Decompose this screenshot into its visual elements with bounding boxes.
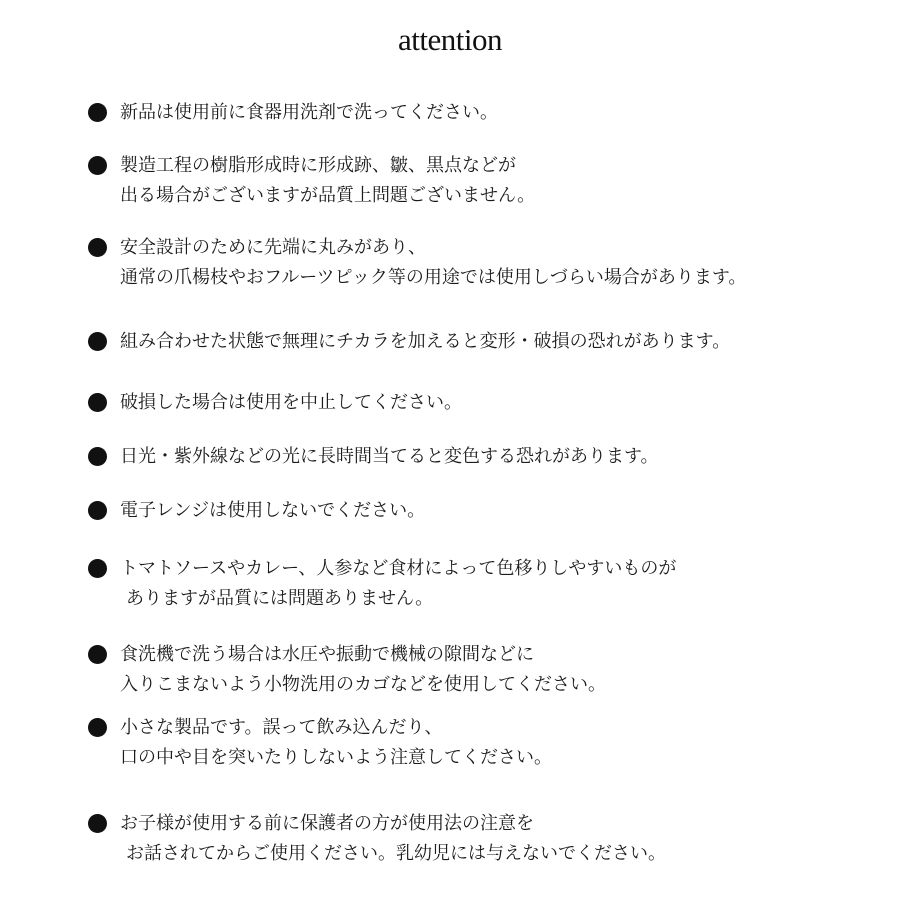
attention-text: 小さな製品です。誤って飲み込んだり、 <box>120 717 443 738</box>
attention-text: 製造工程の樹脂形成時に形成跡、皺、黒点などが <box>120 155 516 176</box>
attention-item-2 <box>88 153 878 211</box>
attention-text: 組み合わせた状態で無理にチカラを加えると変形・破損の恐れがあります。 <box>120 331 731 352</box>
attention-item-5 <box>88 390 878 418</box>
bullet-icon <box>88 447 107 466</box>
attention-item-3 <box>88 235 878 293</box>
attention-item-8 <box>88 556 878 614</box>
attention-text: 日光・紫外線などの光に長時間当てると変色する恐れがあります。 <box>120 446 659 467</box>
bullet-icon <box>88 645 107 664</box>
attention-text: トマトソースやカレー、人参など食材によって色移りしやすいものが <box>120 558 677 579</box>
attention-text: 安全設計のために先端に丸みがあり、 <box>120 237 426 258</box>
bullet-icon <box>88 103 107 122</box>
attention-item-11 <box>88 811 878 869</box>
bullet-icon <box>88 718 107 737</box>
bullet-icon <box>88 559 107 578</box>
attention-text: 破損した場合は使用を中止してください。 <box>120 392 462 413</box>
attention-text: 通常の爪楊枝やおフルーツピック等の用途では使用しづらい場合があります。 <box>120 267 747 288</box>
attention-item-9 <box>88 642 878 700</box>
page-title: attention <box>398 22 502 57</box>
attention-item-6 <box>88 444 878 472</box>
attention-item-7 <box>88 498 878 526</box>
bullet-icon <box>88 156 107 175</box>
attention-text: ありますが品質には問題ありません。 <box>126 588 434 609</box>
bullet-icon <box>88 332 107 351</box>
attention-text: 食洗機で洗う場合は水圧や振動で機械の隙間などに <box>120 644 534 665</box>
bullet-icon <box>88 501 107 520</box>
bullet-icon <box>88 393 107 412</box>
attention-text: 出る場合がございますが品質上問題ございません。 <box>120 185 536 206</box>
attention-text: 口の中や目を突いたりしないよう注意してください。 <box>120 747 552 768</box>
attention-text: お子様が使用する前に保護者の方が使用法の注意を <box>120 813 534 834</box>
attention-text: お話されてからご使用ください。乳幼児には与えないでください。 <box>126 843 666 864</box>
attention-item-1 <box>88 100 878 128</box>
attention-text: 電子レンジは使用しないでください。 <box>120 500 426 521</box>
attention-item-4 <box>88 329 878 357</box>
attention-text: 入りこまないよう小物洗用のカゴなどを使用してください。 <box>120 674 606 695</box>
bullet-icon <box>88 814 107 833</box>
attention-item-10 <box>88 715 878 773</box>
bullet-icon <box>88 238 107 257</box>
attention-text: 新品は使用前に食器用洗剤で洗ってください。 <box>120 102 498 123</box>
